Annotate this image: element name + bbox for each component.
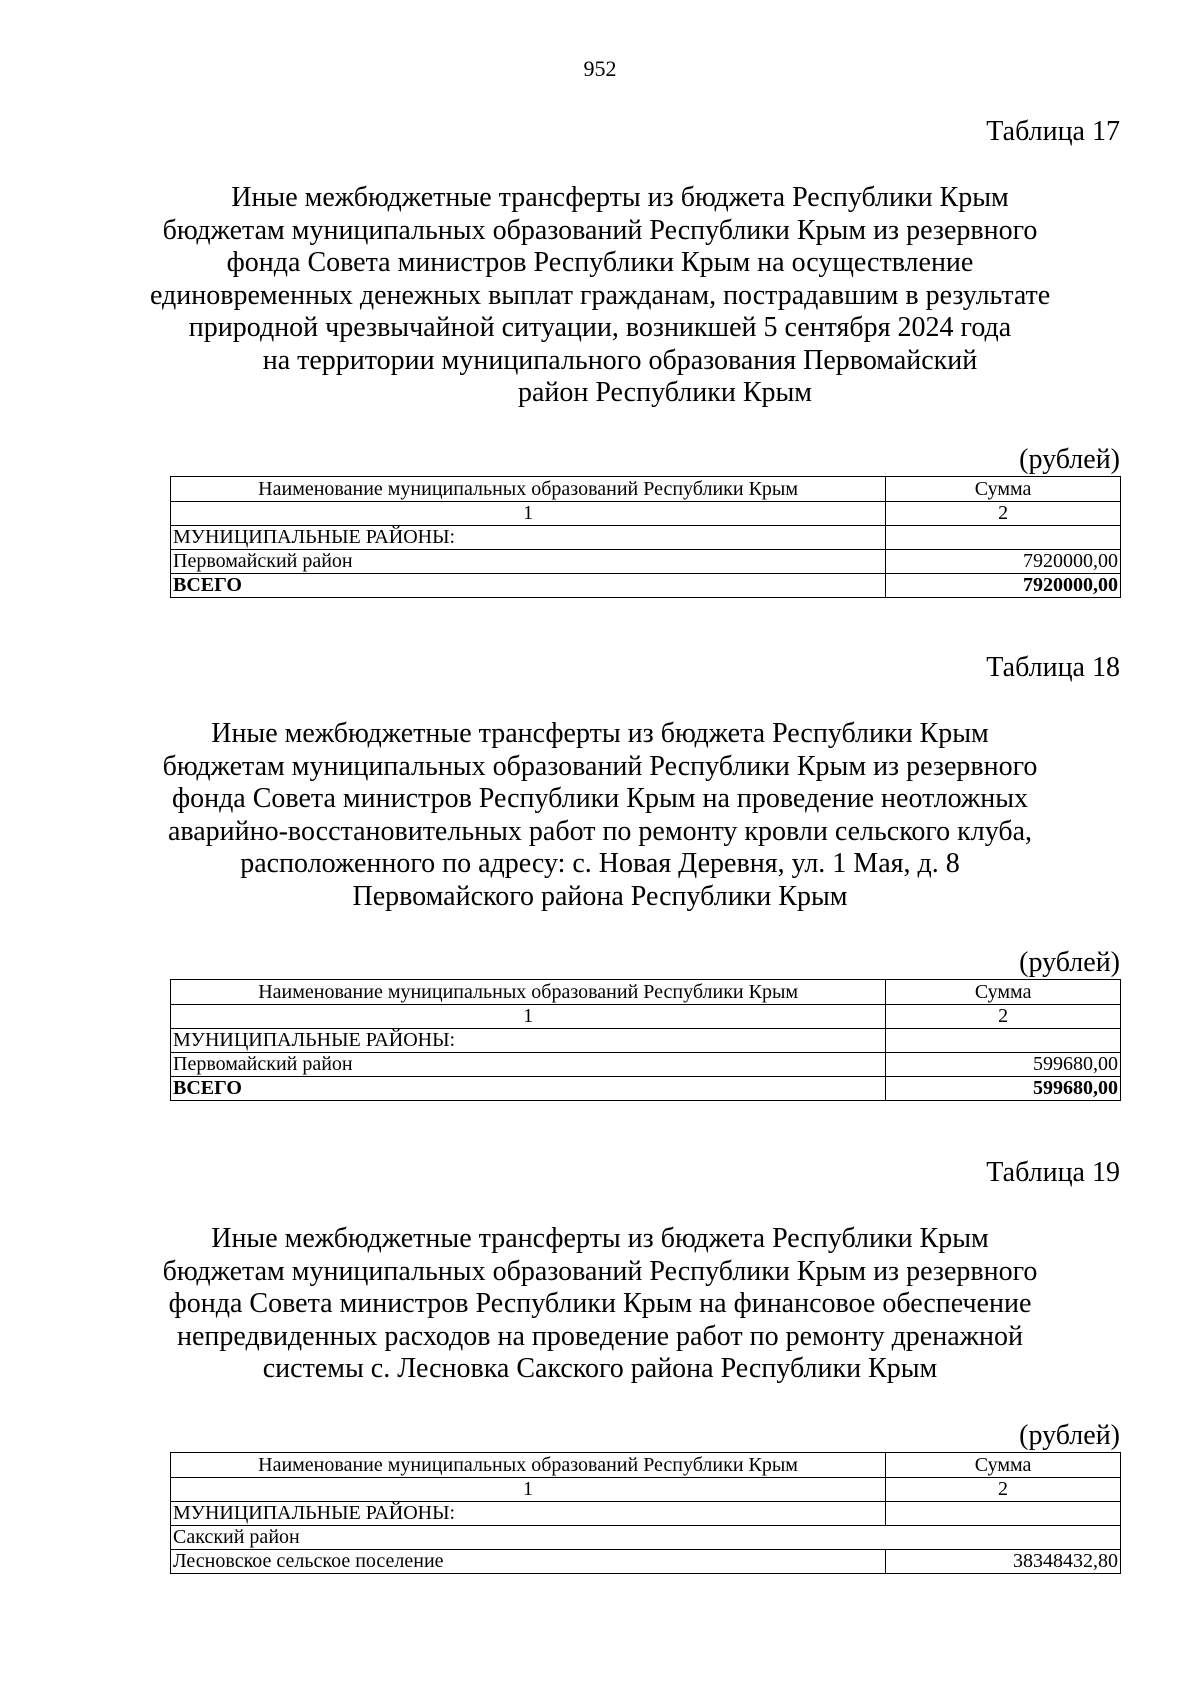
- column-header-sum: Сумма: [886, 1453, 1121, 1478]
- heading-line: на территории муниципального образования Первомайский: [262, 344, 978, 376]
- heading-line: фонда Совета министров Республики Крым на финансовое обеспечение: [168, 1288, 1032, 1319]
- row-sum: 38348432,80: [886, 1550, 1121, 1574]
- units-label: (рублей): [1019, 947, 1120, 978]
- total-sum: 7920000,00: [886, 574, 1121, 598]
- column-number: 2: [886, 1478, 1121, 1502]
- row-name: МУНИЦИПАЛЬНЫЕ РАЙОНЫ:: [171, 1029, 886, 1053]
- total-row: [171, 1077, 1121, 1101]
- heading-line: бюджетам муниципальных образований Республики Крым из резервного: [162, 214, 1038, 246]
- units-label: (рублей): [1019, 444, 1120, 475]
- table-17: [170, 476, 1121, 598]
- column-number-row: [171, 1478, 1121, 1502]
- table-row: [171, 1550, 1121, 1574]
- table-row: [171, 1502, 1121, 1526]
- page-number: 952: [583, 56, 617, 81]
- column-header-sum: Сумма: [886, 477, 1121, 502]
- units-label: (рублей): [1019, 1420, 1120, 1451]
- table-row: [171, 1053, 1121, 1077]
- total-row: [171, 574, 1121, 598]
- row-sum: 599680,00: [886, 1053, 1121, 1077]
- heading-line: бюджетам муниципальных образований Республики Крым из резервного: [162, 1255, 1038, 1287]
- row-sum: 7920000,00: [886, 550, 1121, 574]
- heading-line: фонда Совета министров Республики Крым на осуществление: [226, 247, 974, 278]
- column-number: 2: [886, 1005, 1121, 1029]
- table-row: [171, 1526, 1121, 1550]
- table-row: [171, 526, 1121, 550]
- row-name: Лесновское сельское поселение: [171, 1550, 886, 1574]
- column-number: 1: [171, 1478, 886, 1502]
- total-label: ВСЕГО: [171, 1077, 886, 1101]
- heading-line: единовременных денежных выплат гражданам, пострадавшим в результате: [150, 279, 1051, 311]
- table-row: [171, 1029, 1121, 1053]
- table-19-heading: [150, 1223, 1050, 1386]
- row-sum: [886, 526, 1121, 550]
- total-label: ВСЕГО: [171, 574, 886, 598]
- heading-line: расположенного по адресу: с. Новая Деревня, ул. 1 Мая, д. 8: [240, 848, 960, 879]
- table-row: [171, 550, 1121, 574]
- column-number-row: [171, 1005, 1121, 1029]
- table-18-label: Таблица 18: [986, 652, 1120, 683]
- table-18: [170, 979, 1121, 1101]
- table-header-row: [171, 980, 1121, 1005]
- heading-line: Иные межбюджетные трансферты из бюджета Республики Крым: [211, 718, 989, 749]
- column-header-name: Наименование муниципальных образований Республики Крым: [171, 980, 886, 1005]
- table-19: [170, 1452, 1121, 1574]
- row-name: МУНИЦИПАЛЬНЫЕ РАЙОНЫ:: [171, 1502, 886, 1526]
- total-sum: 599680,00: [886, 1077, 1121, 1101]
- heading-line: бюджетам муниципальных образований Республики Крым из резервного: [162, 750, 1038, 782]
- column-number: 2: [886, 502, 1121, 526]
- heading-line: природной чрезвычайной ситуации, возникшей 5 сентября 2024 года: [188, 312, 1012, 343]
- heading-line: аварийно-восстановительных работ по ремонту кровли сельского клуба,: [167, 815, 1033, 847]
- table-17-label: Таблица 17: [986, 116, 1120, 147]
- column-number: 1: [171, 502, 886, 526]
- heading-line: системы с. Лесновка Сакского района Республики Крым: [262, 1353, 938, 1384]
- row-sum: [886, 1029, 1121, 1053]
- row-name: Сакский район: [171, 1526, 1121, 1550]
- table-18-heading: [150, 718, 1050, 913]
- table-17-heading: [150, 182, 1050, 410]
- heading-line: Первомайского района Республики Крым: [352, 880, 848, 912]
- table-header-row: [171, 477, 1121, 502]
- heading-line: Иные межбюджетные трансферты из бюджета Республики Крым: [231, 182, 1009, 213]
- table-19-label: Таблица 19: [986, 1157, 1120, 1188]
- row-name: Первомайский район: [171, 550, 886, 574]
- row-name: Первомайский район: [171, 1053, 886, 1077]
- row-sum: [886, 1502, 1121, 1526]
- row-name: МУНИЦИПАЛЬНЫЕ РАЙОНЫ:: [171, 526, 886, 550]
- column-header-name: Наименование муниципальных образований Республики Крым: [171, 1453, 886, 1478]
- heading-line: район Республики Крым: [517, 377, 813, 408]
- column-header-sum: Сумма: [886, 980, 1121, 1005]
- table-header-row: [171, 1453, 1121, 1478]
- heading-line: непредвиденных расходов на проведение работ по ремонту дренажной: [177, 1320, 1023, 1352]
- heading-line: фонда Совета министров Республики Крым на проведение неотложных: [171, 783, 1029, 814]
- heading-line: Иные межбюджетные трансферты из бюджета Республики Крым: [211, 1223, 989, 1254]
- column-number: 1: [171, 1005, 886, 1029]
- column-number-row: [171, 502, 1121, 526]
- column-header-name: Наименование муниципальных образований Республики Крым: [171, 477, 886, 502]
